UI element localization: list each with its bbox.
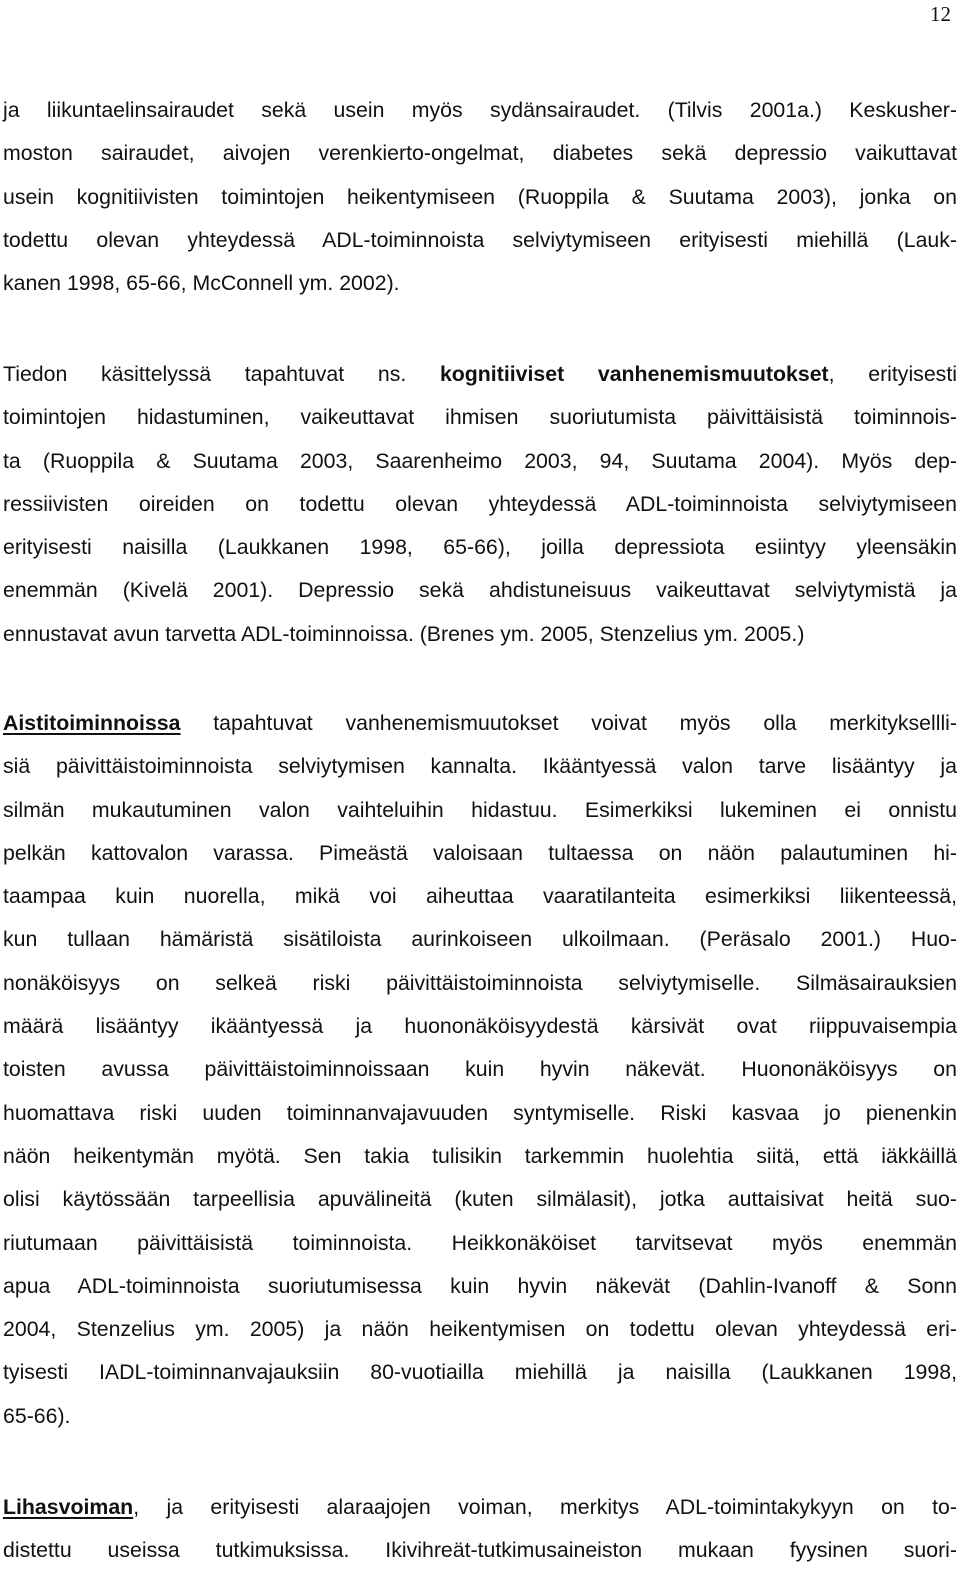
text-line: todettu olevan yhteydessä ADL-toiminnoista selviytymiseen erityisesti miehillä (Lauk- — [3, 227, 957, 252]
text-line: riutumaan päivittäisistä toiminnoista. Heikkonäköiset tarvitsevat myös enemmän — [3, 1230, 957, 1255]
text-line: usein kognitiivisten toimintojen heikentymiseen (Ruoppila & Suutama 2003), jonka on — [3, 184, 957, 209]
text-line: apua ADL-toiminnoista suoriutumisessa kuin hyvin näkevät (Dahlin-Ivanoff & Sonn — [3, 1273, 957, 1298]
text-line: toisten avussa päivittäistoiminnoissaan kuin hyvin näkevät. Huononäköisyys on — [3, 1057, 957, 1082]
paragraph-sensory-changes — [3, 702, 957, 1438]
paragraph-chronic-diseases — [3, 89, 957, 305]
paragraph-cognitive-changes — [3, 353, 957, 656]
text-line: distettu useissa tutkimuksissa. Ikivihreät-tutkimusaineiston mukaan fyysinen suori- — [3, 1538, 957, 1563]
text-fragment: Tiedon käsittelyssä tapahtuvat ns. — [3, 362, 440, 386]
text-line: moston sairaudet, aivojen verenkierto-ongelmat, diabetes sekä depressio vaikuttavat — [3, 141, 957, 166]
text-line: 2004, Stenzelius ym. 2005) ja näön heikentymisen on todettu olevan yhteydessä eri- — [3, 1317, 957, 1342]
text-line: ennustavat avun tarvetta ADL-toiminnoissa. (Brenes ym. 2005, Stenzelius ym. 2005.) — [3, 621, 805, 646]
text-line: määrä lisääntyy ikääntyessä ja huononäköisyydestä kärsivät ovat riippuvaisempia — [3, 1014, 957, 1039]
text-line: siä päivittäistoiminnoista selviytymisen kannalta. Ikääntyessä valon tarve lisääntyy ja — [3, 754, 957, 779]
key-term: kognitiiviset vanhenemismuutokset — [439, 362, 829, 386]
text-line: silmän mukautuminen valon vaihteluihin hidastuu. Esimerkiksi lukeminen ei onnistu — [3, 797, 957, 822]
text-line-with-term — [3, 353, 957, 396]
paragraph-muscle-strength — [3, 1486, 957, 1573]
text-line: tyisesti IADL-toiminnanvajauksiin 80-vuotiailla miehillä ja naisilla (Laukkanen 1998, — [3, 1360, 957, 1385]
text-line-with-term — [3, 702, 957, 745]
text-line: nonäköisyys on selkeä riski päivittäistoiminnoista selviytymiselle. Silmäsairauksien — [3, 970, 957, 995]
key-term: Aistitoiminnoissa — [3, 711, 181, 735]
text-line: huomattava riski uuden toiminnanvajavuuden syntymiselle. Riski kasvaa jo pienenkin — [3, 1100, 957, 1125]
key-term: Lihasvoiman — [3, 1495, 134, 1519]
text-line: kanen 1998, 65-66, McConnell ym. 2002). — [3, 271, 400, 296]
text-line-with-term — [3, 1486, 957, 1529]
text-line: enemmän (Kivelä 2001). Depressio sekä ahdistuneisuus vaikeuttavat selviytymistä ja — [3, 578, 957, 603]
text-line: erityisesti naisilla (Laukkanen 1998, 65-66), joilla depressiota esiintyy yleensäkin — [3, 535, 957, 560]
text-line: toimintojen hidastuminen, vaikeuttavat ihmisen suoriutumista päivittäisistä toiminnois- — [3, 405, 957, 430]
text-line: 65-66). — [3, 1403, 71, 1428]
text-line: ressiivisten oireiden on todettu olevan yhteydessä ADL-toiminnoista selviytymiseen — [3, 491, 957, 516]
text-fragment: , erityisesti — [828, 362, 957, 386]
text-line: ja liikuntaelinsairaudet sekä usein myös sydänsairaudet. (Tilvis 2001a.) Keskusher- — [3, 98, 957, 122]
text-line: taampaa kuin nuorella, mikä voi aiheuttaa vaaratilanteita esimerkiksi liikenteessä, — [3, 884, 957, 909]
text-fragment: tapahtuvat vanhenemismuutokset voivat myös olla merkityksellli- — [180, 711, 957, 735]
text-line: kun tullaan hämäristä sisätiloista aurinkoiseen ulkoilmaan. (Peräsalo 2001.) Huo- — [3, 927, 957, 952]
text-fragment: , ja erityisesti alaraajojen voiman, merkitys ADL-toimintakykyyn on to- — [133, 1495, 957, 1519]
text-line: ta (Ruoppila & Suutama 2003, Saarenheimo 2003, 94, Suutama 2004). Myös dep- — [3, 448, 957, 473]
text-line: näön heikentymän myötä. Sen takia tulisikin tarkemmin huolehtia siitä, että iäkkäillä — [3, 1143, 957, 1168]
text-line: olisi käytössään tarpeellisia apuvälineitä (kuten silmälasit), jotka auttaisivat heitä suo- — [3, 1187, 957, 1212]
page-number: 12 — [930, 2, 951, 26]
text-line: pelkän kattovalon varassa. Pimeästä valoisaan tultaessa on näön palautuminen hi- — [3, 840, 957, 865]
